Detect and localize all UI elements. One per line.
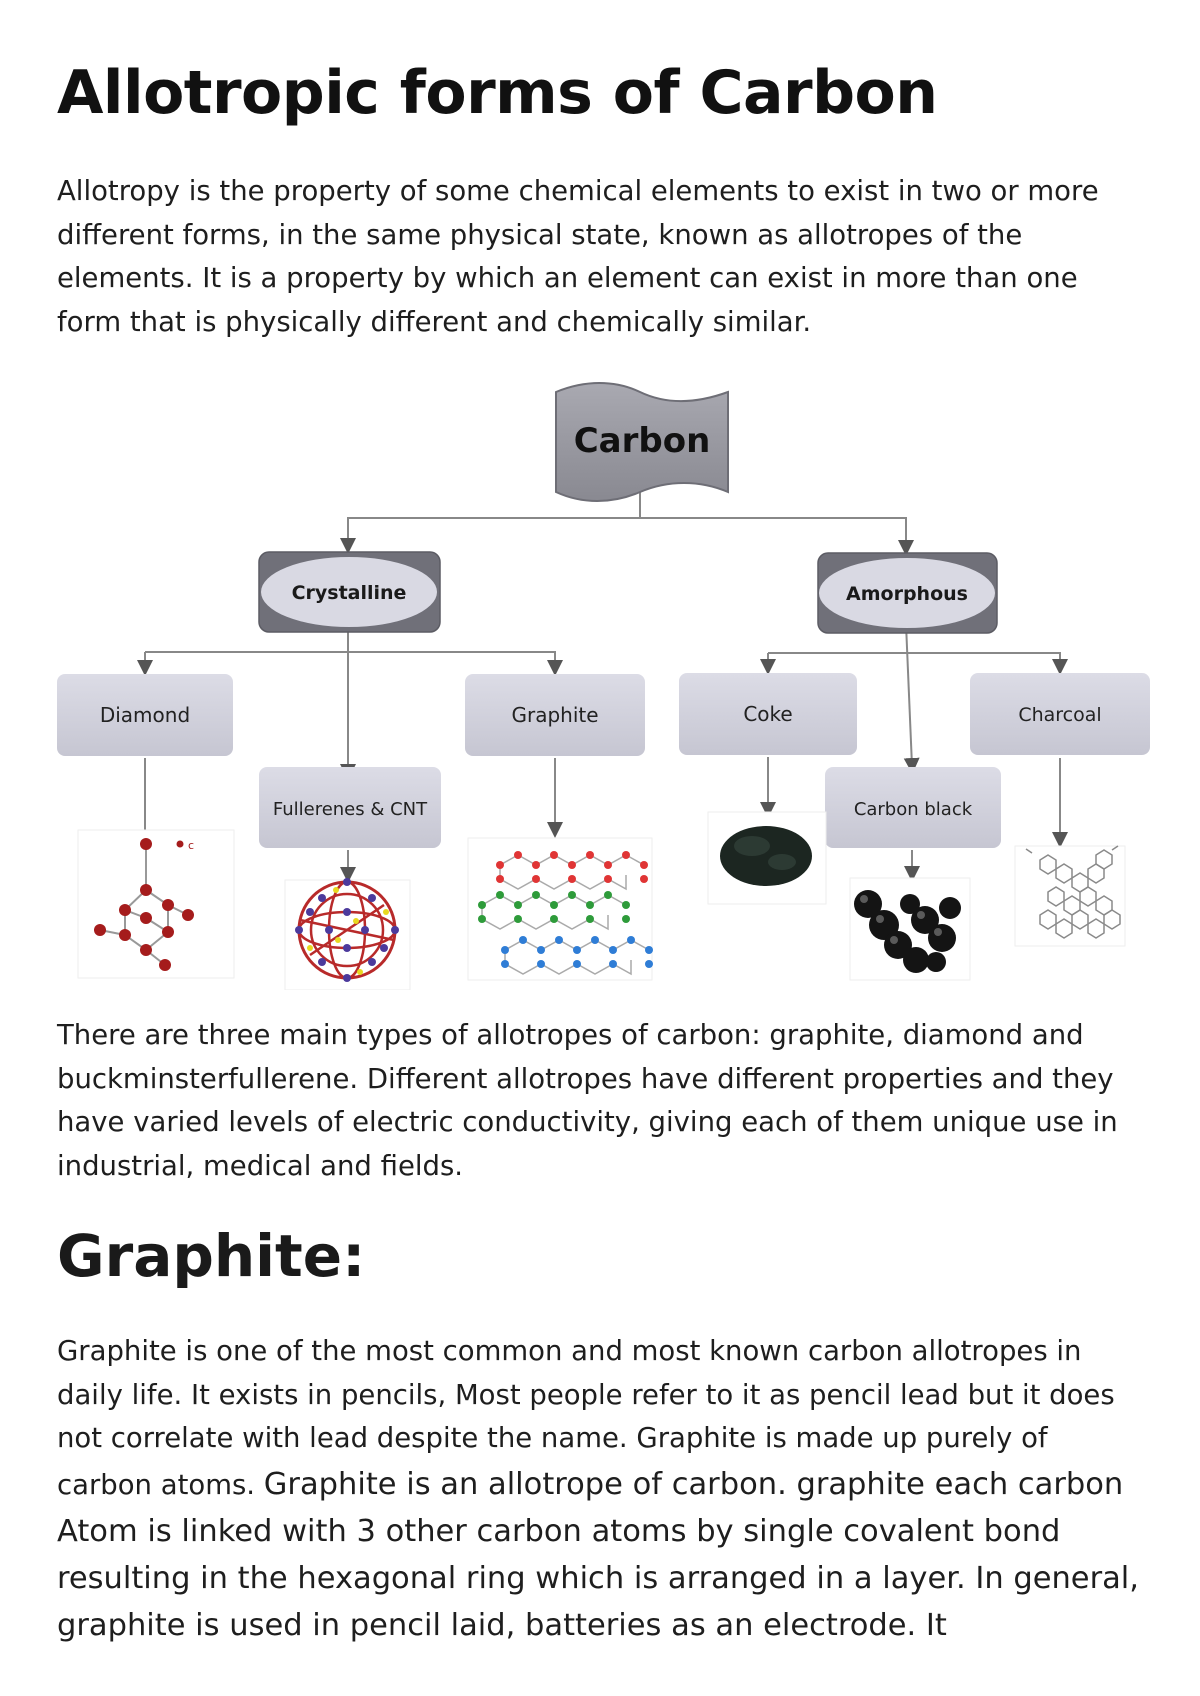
diamond-label: Diamond (99, 703, 191, 727)
diamond-structure-image (78, 830, 234, 978)
carbon-root-label: Carbon (573, 421, 711, 461)
graphite-section-title: Graphite: (57, 1222, 366, 1290)
coke-image (708, 812, 826, 904)
carbon-root-node (556, 383, 728, 501)
coke-node (679, 673, 857, 755)
carbon-black-image (850, 878, 970, 980)
graphite-node (465, 674, 645, 756)
crystalline-label: Crystalline (291, 582, 407, 604)
amorphous-node (818, 553, 997, 633)
carbon-black-node (825, 767, 1001, 848)
fullerenes-label: Fullerenes & CNT (272, 799, 428, 820)
charcoal-label: Charcoal (1018, 704, 1102, 726)
charcoal-node (970, 673, 1150, 755)
graphite-paragraph-part-b: Graphite is an allotrope of carbon. graphite each carbon Atom is linked with 3 other carbon atoms by single covalent bond resulting in the hexagonal ring which is arranged in a layer. In general, graphite is used in pencil laid, batteries as an electrode. It (57, 1466, 1139, 1643)
fullerenes-node (259, 767, 441, 848)
crystalline-node (259, 552, 440, 632)
graphite-paragraph (57, 1330, 1147, 1649)
allotrope-types-paragraph: There are three main types of allotropes of carbon: graphite, diamond and buckminsterfullerene. Different allotropes have different properties and they have varied levels of electric conductivity, giving each of them unique use in industrial, medical and fields. (57, 1019, 1118, 1182)
graphite-layers-image (468, 838, 653, 980)
carbon-allotropes-diagram (0, 360, 1200, 990)
amorphous-label: Amorphous (846, 583, 968, 605)
intro-paragraph: Allotropy is the property of some chemical elements to exist in two or more different forms, in the same physical state, known as allotropes of the elements. It is a property by which an element can exist in more than one form that is physically different and chemically similar. (57, 175, 1099, 338)
diamond-node (57, 674, 233, 756)
page-title: Allotropic forms of Carbon (57, 58, 938, 128)
charcoal-structure-image (1015, 846, 1125, 946)
diamond-atom-label: c (188, 839, 195, 852)
carbon-black-label: Carbon black (853, 799, 973, 820)
graphite-paragraph-part-a: Graphite is one of the most common and most known carbon allotropes in daily life. It exists in pencils, Most people refer to it as pencil lead but it does not correlate with lead despite the name. Graphite is made up purely of carbon atoms. (57, 1335, 1115, 1501)
fullerene-structure-image (285, 878, 410, 990)
graphite-label: Graphite (511, 703, 599, 727)
coke-label: Coke (743, 702, 793, 726)
